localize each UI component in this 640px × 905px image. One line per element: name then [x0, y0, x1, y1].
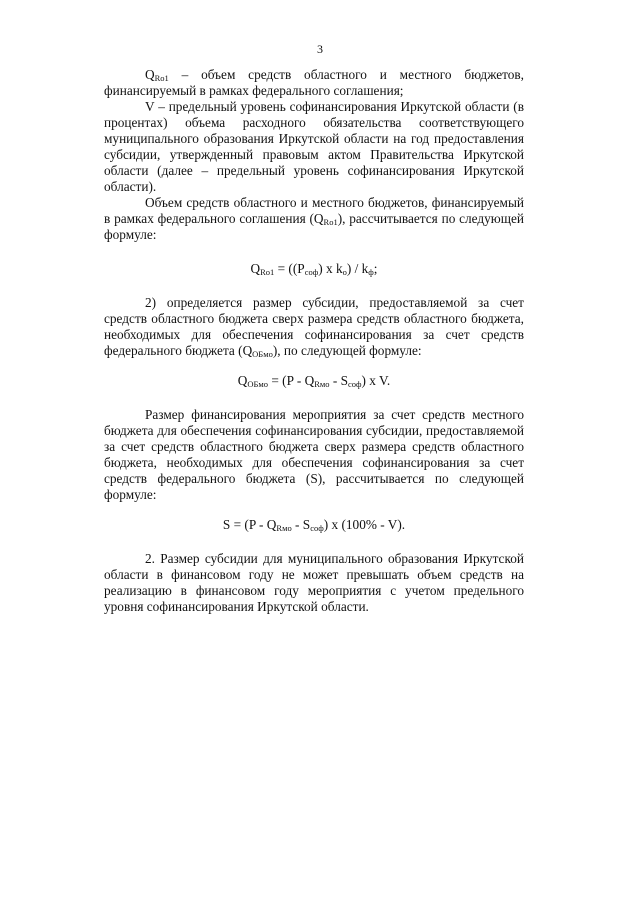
symbol-q: Q — [145, 67, 155, 82]
formula-q-ro1 — [104, 261, 524, 277]
formula-part: ) x k — [318, 261, 343, 276]
formula-q-obmo — [104, 373, 524, 389]
formula-subscript: о — [342, 267, 347, 277]
definition-text: – объем средств областного и местного бюджетов, финансируемый в рамках федерального соглашения; — [104, 67, 524, 98]
paragraph-text: 2) определяется размер субсидии, предоставляемой за счет средств областного бюджета сверх размера средств областного бюджета, необходимых для обеспечения софинансирования за счет средств федерального бюджета (Q — [104, 295, 524, 358]
paragraph-2 — [104, 295, 524, 359]
formula-part: Q — [237, 373, 248, 388]
formula-part: ) / k — [346, 261, 369, 276]
formula-subscript: соф — [310, 523, 324, 533]
formula-part: S = (P - Q — [222, 517, 277, 532]
paragraph-local-budget: Размер финансирования мероприятия за счет средств местного бюджета для обеспечения софинансирования субсидии, предоставляемой за счет средств областного бюджета сверх размера средств областного бюджета, необходимых для обеспечения софинансирования за счет средств федерального бюджета (S), рассчитывается по следующей формуле: — [104, 407, 524, 502]
formula-subscript: Rмо — [276, 523, 292, 533]
paragraph-text: Объем средств областного и местного бюджетов, финансируемый в рамках федерального соглашения (Q — [104, 195, 524, 226]
formula-subscript: соф — [304, 267, 319, 277]
formula-part: - S — [291, 517, 311, 532]
paragraph-final: 2. Размер субсидии для муниципального образования Иркутской области в финансовом году не может превышать объем средств на реализацию в финансовом году мероприятия с учетом предельного уровня софинансирования Иркутской области. — [104, 551, 524, 614]
formula-subscript: соф — [347, 379, 362, 389]
formula-subscript: Ro1 — [260, 267, 275, 277]
formula-part: = ((P — [274, 261, 305, 276]
formula-s — [104, 517, 524, 533]
document-body — [104, 67, 524, 615]
formula-part: Q — [250, 261, 261, 276]
subscript-ro1: Ro1 — [323, 217, 338, 227]
formula-subscript: Rмо — [314, 379, 330, 389]
subscript-obmo: ОБмо — [252, 349, 273, 359]
formula-part: ) x V. — [361, 373, 391, 388]
subscript-ro1: Ro1 — [154, 73, 169, 83]
formula-part: ; — [373, 261, 378, 276]
definition-q-ro1 — [104, 67, 524, 99]
paragraph-volume — [104, 195, 524, 243]
page-number: 3 — [317, 42, 323, 56]
formula-part: = (P - Q — [268, 373, 315, 388]
definition-v: V – предельный уровень софинансирования Иркутской области (в процентах) объема расходного обязательства соответствующего муниципального образования Иркутской области на год предоставления субсидии, утвержденный правовым актом Правительства Иркутской области (далее – предельный уровень софинансирования Иркутской области). — [104, 99, 524, 194]
paragraph-text: ), по следующей формуле: — [272, 343, 422, 358]
formula-subscript: ОБмо — [247, 379, 269, 389]
formula-part: ) x (100% - V). — [323, 517, 406, 532]
formula-part: - S — [329, 373, 348, 388]
formula-subscript: ф — [368, 267, 374, 277]
paragraph-text: ), рассчитывается по следующей формуле: — [104, 211, 524, 242]
